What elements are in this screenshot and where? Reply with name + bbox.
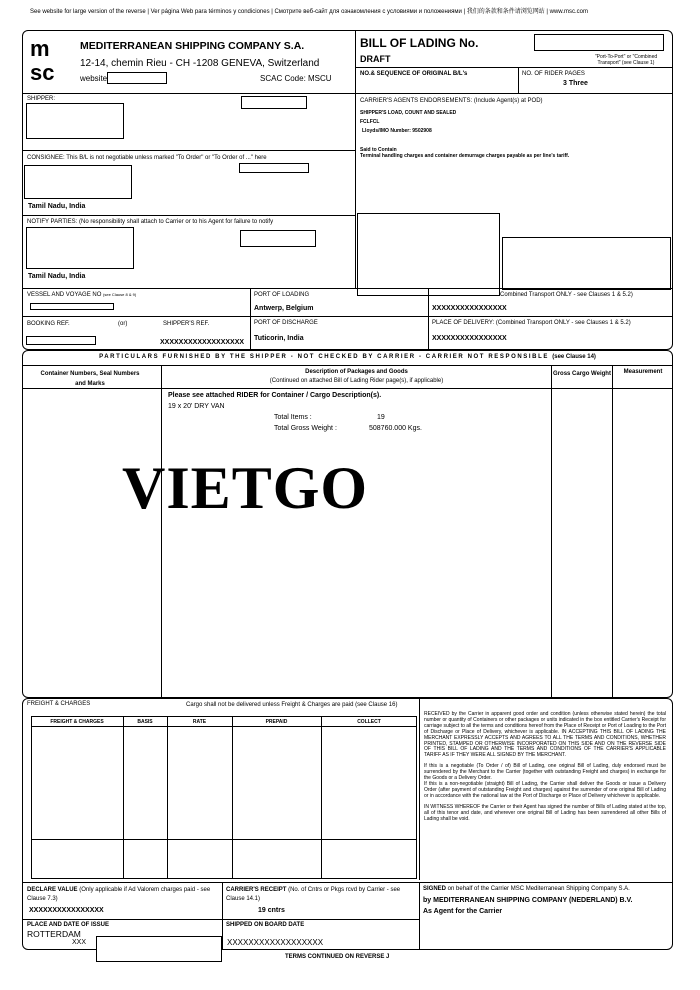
booking-redaction	[26, 336, 96, 345]
vietgo-watermark: VIETGO	[122, 455, 369, 521]
notify-label: NOTIFY PARTIES: (No responsibility shall attach to Carrier or to his Agent for failure to notify	[27, 219, 274, 225]
freight-col-rate: RATE	[192, 719, 207, 725]
place-issue-value: ROTTERDAM	[27, 929, 81, 939]
agents-line5: Terminal handling charges and container demurrage charges payable as per line's tariff.	[360, 153, 570, 159]
freight-col-basis: BASIS	[137, 719, 153, 725]
rider-note: Please see attached RIDER for Container / Cargo Description(s).	[168, 392, 382, 399]
svg-text:sc: sc	[30, 60, 55, 82]
msc-logo	[28, 36, 74, 82]
delivery-value: XXXXXXXXXXXXXXXX	[432, 335, 507, 342]
col-description-header: Description of Packages and Goods	[305, 369, 408, 375]
website-label: website	[80, 74, 108, 83]
col-measurement-header: Measurement	[623, 369, 663, 375]
port-loading-value: Antwerp, Belgium	[254, 305, 314, 312]
delivery-label: PLACE OF DELIVERY: (Combined Transport ONLY - see Clauses 1 & 5.2)	[432, 320, 631, 326]
consignee-location: Tamil Nadu, India	[28, 203, 86, 210]
signed-label: SIGNED on behalf of the Carrier MSC Mediterranean Shipping Company S.A.	[423, 886, 630, 892]
vessel-redaction	[30, 303, 114, 310]
rider-pages-label: NO. OF RIDER PAGES	[522, 71, 585, 77]
port-discharge-value: Tuticorin, India	[254, 335, 304, 342]
issue-date-redaction	[96, 936, 222, 962]
port-loading-label: PORT OF LOADING	[254, 292, 310, 298]
notify-redaction	[26, 227, 134, 269]
freight-col-charges: FREIGHT & CHARGES	[50, 719, 104, 725]
shipper-redaction	[26, 103, 124, 139]
shipper-label: SHIPPER:	[27, 96, 56, 102]
signed-agent: As Agent for the Carrier	[423, 908, 503, 915]
col-container-header: Container Numbers, Seal Numbers and Marks	[40, 371, 140, 387]
col-description-sub: (Continued on attached Bill of Lading Rider page(s), if applicable)	[269, 378, 444, 384]
total-weight-label: Total Gross Weight :	[274, 425, 337, 432]
freight-col-prepaid: PREPAID	[265, 719, 288, 725]
agents-line4: Said to Contain	[360, 147, 397, 153]
booking-label: BOOKING REF.	[27, 321, 70, 327]
place-issue-label: PLACE AND DATE OF ISSUE	[27, 922, 110, 928]
carrier-receipt-value: 19 cntrs	[258, 907, 285, 914]
agents-line1: SHIPPER'S LOAD, COUNT AND SEALED	[360, 110, 457, 116]
terms-p2: If this is a negotiable (To Order / of) Bill of Lading, one original Bill of Lading, duly endorsed must be surrendered by the Merchant to the Carrier (together with outstanding Freight and charges) in exchange for the Goods or a Delivery Order.	[424, 763, 666, 782]
shipper-ref-redaction	[241, 96, 307, 109]
shipped-label: SHIPPED ON BOARD DATE	[226, 922, 305, 928]
terms-p3: If this is a non-negotiable (straight) Bill of Lading, the Carrier shall deliver the Goods or issue a Delivery Order (after payment of outstanding Freight and charges) against the surrender of one original Bill of Lading or in accordance with the national law at the Port of Discharge or Place of Delivery whichever is applicable.	[424, 780, 666, 799]
shipped-value: XXXXXXXXXXXXXXXXXX	[227, 938, 324, 947]
total-weight-value: 508760.000 Kgs.	[369, 425, 422, 432]
particulars-banner: PARTICULARS FURNISHED BY THE SHIPPER - NOT CHECKED BY CARRIER - CARRIER NOT RESPONSIBLE (see Clause 14)	[99, 354, 596, 360]
top-banner: See website for large version of the reverse | Ver página Web para términos y condiciones | Смотрите веб-сайт для ознакомления с условиями и положениями | 我们的条款和条件请浏览网站 | www.msc.com	[30, 9, 588, 15]
notify-ref-redaction	[240, 230, 316, 247]
total-items-value: 19	[377, 414, 385, 421]
receipt-label: Combined Transport ONLY - see Clauses 1 & 5.2)	[500, 292, 633, 298]
declare-label: DECLARE VALUE (Only applicable if Ad Valorem charges paid - see Clause 7.3)	[27, 887, 211, 902]
signed-by: by MEDITERRANEAN SHIPPING COMPANY (NEDERLAND) B.V.	[423, 897, 633, 904]
company-address: 12-14, chemin Rieu - CH -1208 GENEVA, Switzerland	[80, 58, 320, 69]
company-name: MEDITERRANEAN SHIPPING COMPANY S.A.	[80, 40, 305, 52]
svg-text:m: m	[30, 36, 50, 61]
col-weight-header: Gross Cargo Weight	[553, 371, 611, 377]
agents-redaction-right	[502, 237, 671, 290]
place-issue-value2: XXX	[72, 939, 87, 946]
freight-table	[31, 716, 417, 879]
consignee-ref-redaction	[239, 163, 309, 173]
particulars-frame	[22, 350, 673, 698]
consignee-redaction	[24, 165, 132, 199]
scac-code: SCAC Code: MSCU	[260, 74, 332, 83]
port-note: "Port-To-Port" or "Combined Transport" (see Clause 1)	[594, 54, 658, 66]
terms-p1: RECEIVED by the Carrier in apparent good order and condition (unless otherwise stated herein) the total number or quantity of Containers or other packages or units indicated in the box entitled Carrier's Receipt for carriage subject to all the terms and conditions hereof from the Place of Receipt or Port of Loading to the Port of Discharge or Place of Delivery, whichever is applicable. IN ACCEPTING THIS BILL OF LADING THE MERCHANT EXPRESSLY ACCEPTS AND AGREES TO ALL THE TERMS AND CONDITIONS, WHETHER PRINTED, STAMPED OR OTHERWISE INCORPORATED ON THIS SIDE AND ON THE REVERSE SIDE OF THIS BILL OF LADING AND THE TERMS AND CONDITIONS OF THE CARRIER'S APPLICABLE TARIFF AS IF THEY WERE ALL SIGNED BY THE MERCHANT.	[424, 711, 666, 759]
freight-col-collect: COLLECT	[357, 719, 381, 725]
bl-number-redaction	[534, 34, 664, 51]
declare-value: XXXXXXXXXXXXXXXX	[29, 907, 104, 914]
shipper-ref-label: SHIPPER'S REF.	[163, 321, 210, 327]
freight-note: Cargo shall not be delivered unless Freight & Charges are paid (see Clause 16)	[186, 702, 398, 708]
freight-label: FREIGHT & CHARGES	[27, 701, 91, 707]
rider-pages-value: 3 Three	[563, 80, 588, 87]
total-items-label: Total Items :	[274, 414, 312, 421]
agents-line2: FCLFCL	[360, 119, 380, 125]
port-discharge-label: PORT OF DISCHARGE	[254, 320, 318, 326]
receipt-value: XXXXXXXXXXXXXXXX	[432, 305, 507, 312]
bl-title: BILL OF LADING No.	[360, 36, 479, 50]
booking-value: XXXXXXXXXXXXXXXXXX	[160, 339, 245, 346]
booking-or: (or)	[118, 321, 128, 327]
carrier-receipt-label: CARRIER'S RECEIPT (No. of Cntrs or Pkgs rcvd by Carrier - see Clause 14.1)	[226, 887, 401, 902]
terms-p4: IN WITNESS WHEREOF the Carrier or their Agent has signed the number of Bills of Lading stated at the top, all of this tenor and date, and wherever one original Bill of Lading has been surrendered all other Bills of Lading shall be void.	[424, 803, 666, 822]
vessel-label: VESSEL AND VOYAGE NO (see Clause 8 & 9)	[27, 292, 137, 298]
container-desc: 19 x 20' DRY VAN	[168, 403, 225, 410]
website-redaction	[107, 72, 167, 84]
orig-bl-label: NO.& SEQUENCE OF ORIGINAL B/L's	[360, 71, 468, 77]
agents-label: CARRIER'S AGENTS ENDORSEMENTS: (Include Agent(s) at POD)	[360, 98, 543, 104]
consignee-label: CONSIGNEE: This B/L is not negotiable unless marked "To Order" or "To Order of ..." here	[27, 155, 267, 161]
agents-redaction-left	[357, 213, 500, 296]
agents-line3: Lloyds/IMO Number: 9502908	[362, 128, 432, 134]
terms-text	[424, 712, 666, 822]
footer-text: TERMS CONTINUED ON REVERSE J	[285, 954, 390, 960]
notify-location: Tamil Nadu, India	[28, 273, 86, 280]
draft-label: DRAFT	[360, 54, 391, 64]
